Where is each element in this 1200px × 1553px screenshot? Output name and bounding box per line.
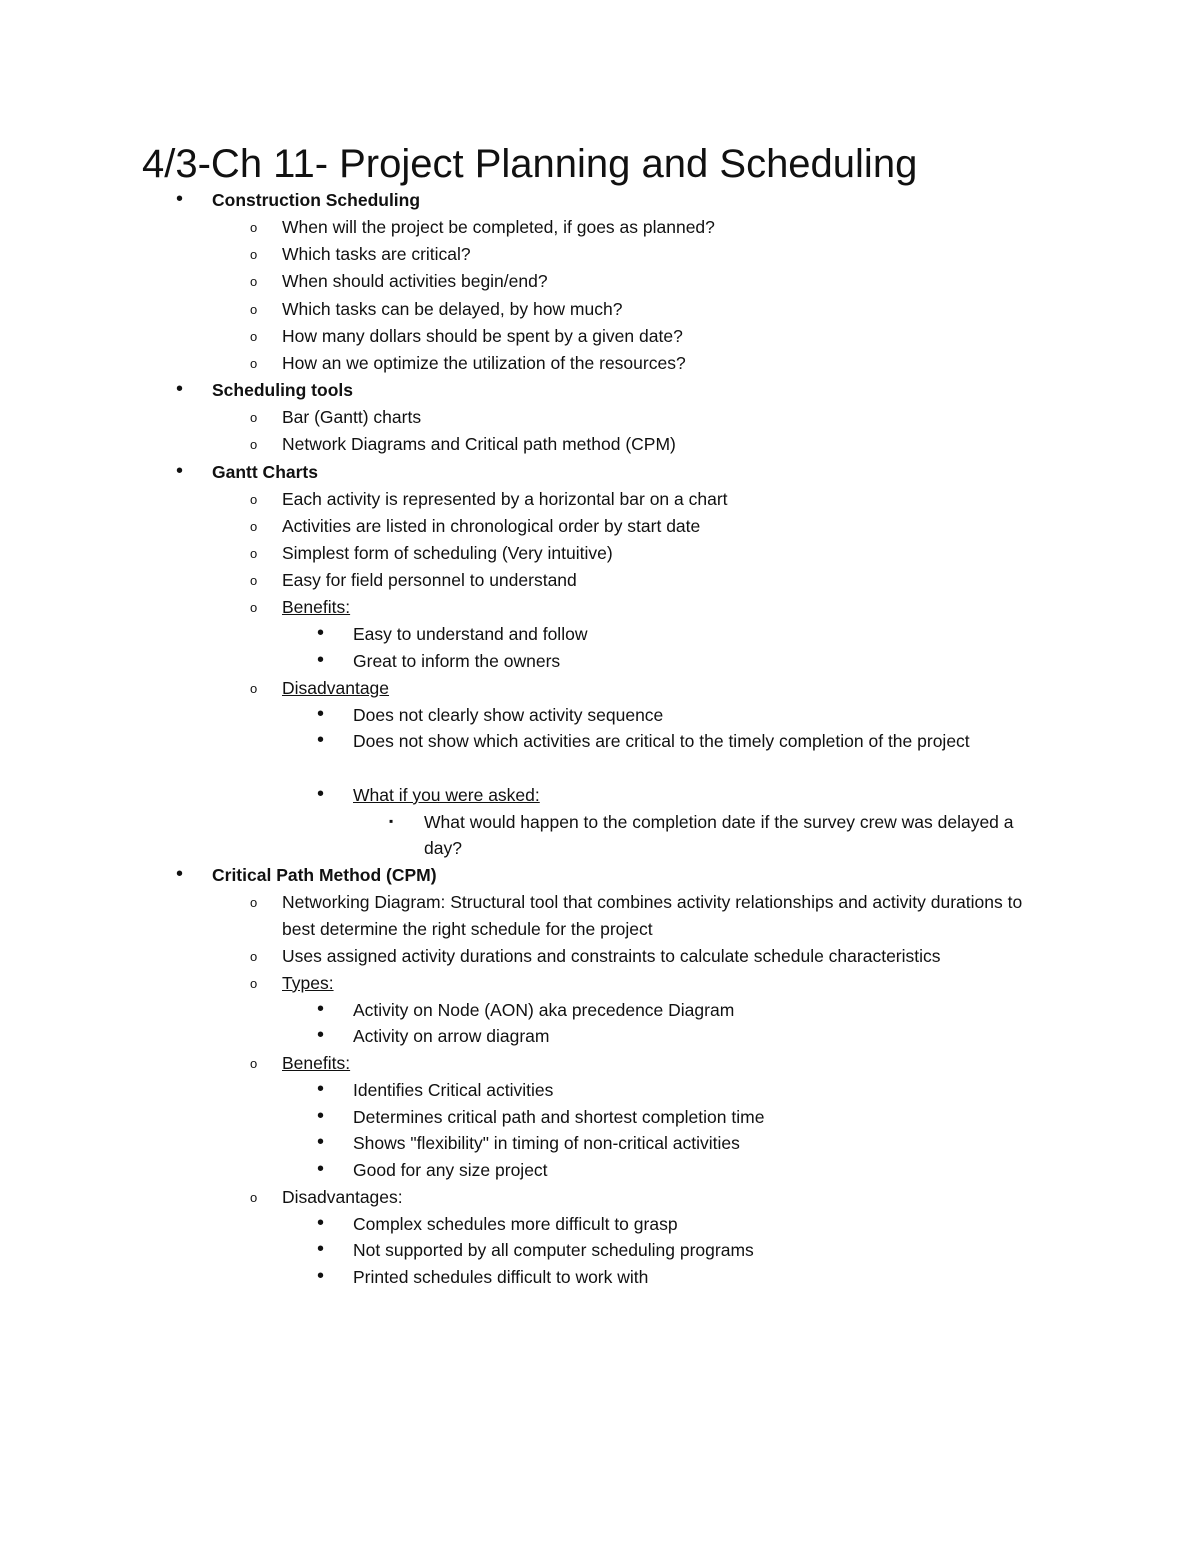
bullet-icon: • bbox=[317, 1158, 325, 1181]
list-item-text: Networking Diagram: Structural tool that combines activity relationships and activity durations to best determine the right schedule for the project bbox=[282, 892, 1023, 939]
list-item-text: Printed schedules difficult to work with bbox=[353, 1267, 649, 1287]
section-heading bbox=[0, 459, 1200, 486]
list-item-text: Simplest form of scheduling (Very intuitive) bbox=[282, 542, 613, 563]
square-bullet-icon: ▪ bbox=[389, 813, 394, 828]
circle-bullet-icon: o bbox=[250, 274, 258, 290]
list-item-text: Network Diagrams and Critical path method (CPM) bbox=[282, 434, 676, 455]
list-item bbox=[0, 241, 1200, 268]
list-item-text: Activity on arrow diagram bbox=[353, 1026, 550, 1047]
list-item-text: Uses assigned activity durations and constraints to calculate schedule characteristics bbox=[282, 945, 941, 966]
bullet-icon: • bbox=[317, 729, 325, 752]
list-item-text: Activity on Node (AON) aka precedence Diagram bbox=[353, 999, 735, 1020]
list-item-text: When will the project be completed, if goes as planned? bbox=[282, 217, 715, 237]
list-item-text: Does not clearly show activity sequence bbox=[353, 704, 664, 725]
section-heading-text: Scheduling tools bbox=[212, 380, 353, 401]
list-item bbox=[0, 1157, 1200, 1184]
list-item-text: Does not show which activities are critical to the timely completion of the project bbox=[353, 731, 970, 752]
section-heading-text: Gantt Charts bbox=[212, 461, 318, 482]
list-item-text: Not supported by all computer scheduling programs bbox=[353, 1240, 754, 1261]
bullet-icon: • bbox=[317, 1238, 325, 1261]
circle-bullet-icon: o bbox=[250, 220, 258, 235]
list-item-text: Bar (Gantt) charts bbox=[282, 407, 422, 428]
bullet-icon: • bbox=[317, 1265, 325, 1287]
subsection-label bbox=[0, 970, 1200, 997]
circle-bullet-icon: o bbox=[250, 301, 258, 317]
disadvantage-label: Disadvantage bbox=[282, 677, 390, 698]
list-item bbox=[0, 540, 1200, 567]
circle-bullet-icon: o bbox=[250, 573, 258, 589]
bullet-icon: • bbox=[317, 1078, 325, 1101]
circle-bullet-icon: o bbox=[250, 600, 258, 616]
circle-bullet-icon: o bbox=[250, 355, 258, 371]
list-item bbox=[0, 782, 1200, 809]
list-item-text: When should activities begin/end? bbox=[282, 271, 548, 292]
list-item-text: Which tasks are critical? bbox=[282, 244, 471, 265]
list-item-text: How an we optimize the utilization of the resources? bbox=[282, 352, 686, 373]
what-if-label: What if you were asked: bbox=[353, 784, 540, 805]
bullet-icon: • bbox=[317, 997, 325, 1020]
section-heading bbox=[0, 862, 1200, 889]
bullet-icon: • bbox=[317, 622, 325, 645]
bullet-icon: • bbox=[317, 1131, 325, 1154]
section-heading-text: Critical Path Method (CPM) bbox=[212, 865, 437, 885]
bullet-icon: • bbox=[176, 188, 184, 210]
list-item bbox=[0, 296, 1200, 323]
list-item bbox=[0, 513, 1200, 540]
list-item bbox=[0, 1023, 1200, 1050]
bullet-icon: • bbox=[176, 459, 184, 482]
bullet-icon: • bbox=[176, 378, 184, 401]
list-item-text: Activities are listed in chronological order by start date bbox=[282, 515, 701, 536]
circle-bullet-icon: o bbox=[250, 437, 258, 453]
circle-bullet-icon: o bbox=[250, 518, 258, 534]
bullet-icon: • bbox=[317, 649, 325, 672]
section-heading-text: Construction Scheduling bbox=[212, 190, 421, 210]
list-item bbox=[0, 1130, 1200, 1157]
list-item-text: Easy for field personnel to understand bbox=[282, 570, 577, 591]
circle-bullet-icon: o bbox=[250, 948, 258, 964]
benefits-label: Benefits: bbox=[282, 1053, 351, 1074]
list-item-text: Determines critical path and shortest completion time bbox=[353, 1106, 765, 1127]
list-item-text: Each activity is represented by a horizontal bar on a chart bbox=[282, 488, 728, 509]
circle-bullet-icon: o bbox=[250, 491, 258, 507]
page-title: 4/3-Ch 11- Project Planning and Scheduling bbox=[142, 142, 918, 186]
benefits-label: Benefits: bbox=[282, 597, 351, 618]
subsection-label bbox=[0, 1184, 1200, 1211]
list-item bbox=[0, 621, 1200, 648]
circle-bullet-icon: o bbox=[250, 680, 258, 696]
subsection-label bbox=[0, 594, 1200, 621]
list-item bbox=[0, 1077, 1200, 1104]
section-heading bbox=[0, 187, 1200, 214]
list-item-text: How many dollars should be spent by a given date? bbox=[282, 325, 683, 346]
circle-bullet-icon: o bbox=[250, 975, 258, 991]
subsection-label bbox=[0, 1050, 1200, 1077]
list-item bbox=[0, 323, 1200, 350]
circle-bullet-icon: o bbox=[250, 545, 258, 561]
bullet-icon: • bbox=[317, 1024, 325, 1047]
list-item bbox=[0, 486, 1200, 513]
list-item-text: What would happen to the completion date if the survey crew was delayed a day? bbox=[424, 811, 1014, 858]
list-item bbox=[0, 268, 1200, 295]
list-item-text: Good for any size project bbox=[353, 1160, 548, 1181]
list-item bbox=[0, 1237, 1200, 1264]
list-item bbox=[0, 404, 1200, 431]
list-item bbox=[0, 943, 1200, 970]
circle-bullet-icon: o bbox=[250, 1056, 258, 1072]
list-item bbox=[0, 809, 1200, 863]
circle-bullet-icon: o bbox=[250, 1189, 258, 1205]
list-item-text: Which tasks can be delayed, by how much? bbox=[282, 298, 623, 319]
circle-bullet-icon: o bbox=[250, 410, 258, 426]
bullet-icon: • bbox=[317, 1211, 325, 1234]
types-label: Types: bbox=[282, 972, 334, 993]
list-item bbox=[0, 889, 1200, 943]
bullet-icon: • bbox=[317, 702, 325, 725]
list-item bbox=[0, 997, 1200, 1024]
disadvantages-label: Disadvantages: bbox=[282, 1186, 403, 1207]
notes-outline bbox=[0, 187, 1200, 1291]
list-item-text: Complex schedules more difficult to grasp bbox=[353, 1213, 678, 1234]
bullet-icon: • bbox=[317, 1104, 325, 1127]
subsection-label bbox=[0, 675, 1200, 702]
list-item-text: Identifies Critical activities bbox=[353, 1080, 554, 1101]
list-item bbox=[0, 648, 1200, 675]
list-item bbox=[0, 728, 1200, 782]
list-item bbox=[0, 702, 1200, 729]
circle-bullet-icon: o bbox=[250, 247, 258, 263]
list-item bbox=[0, 1104, 1200, 1131]
list-item-text: Great to inform the owners bbox=[353, 651, 561, 672]
list-item bbox=[0, 1264, 1200, 1291]
circle-bullet-icon: o bbox=[250, 328, 258, 344]
list-item-text: Shows "flexibility" in timing of non-critical activities bbox=[353, 1133, 740, 1154]
bullet-icon: • bbox=[176, 863, 184, 885]
list-item bbox=[0, 431, 1200, 458]
list-item bbox=[0, 1211, 1200, 1238]
list-item bbox=[0, 214, 1200, 241]
section-heading bbox=[0, 377, 1200, 404]
circle-bullet-icon: o bbox=[250, 895, 258, 910]
list-item-text: Easy to understand and follow bbox=[353, 624, 588, 645]
bullet-icon: • bbox=[317, 782, 325, 805]
list-item bbox=[0, 567, 1200, 594]
list-item bbox=[0, 350, 1200, 377]
